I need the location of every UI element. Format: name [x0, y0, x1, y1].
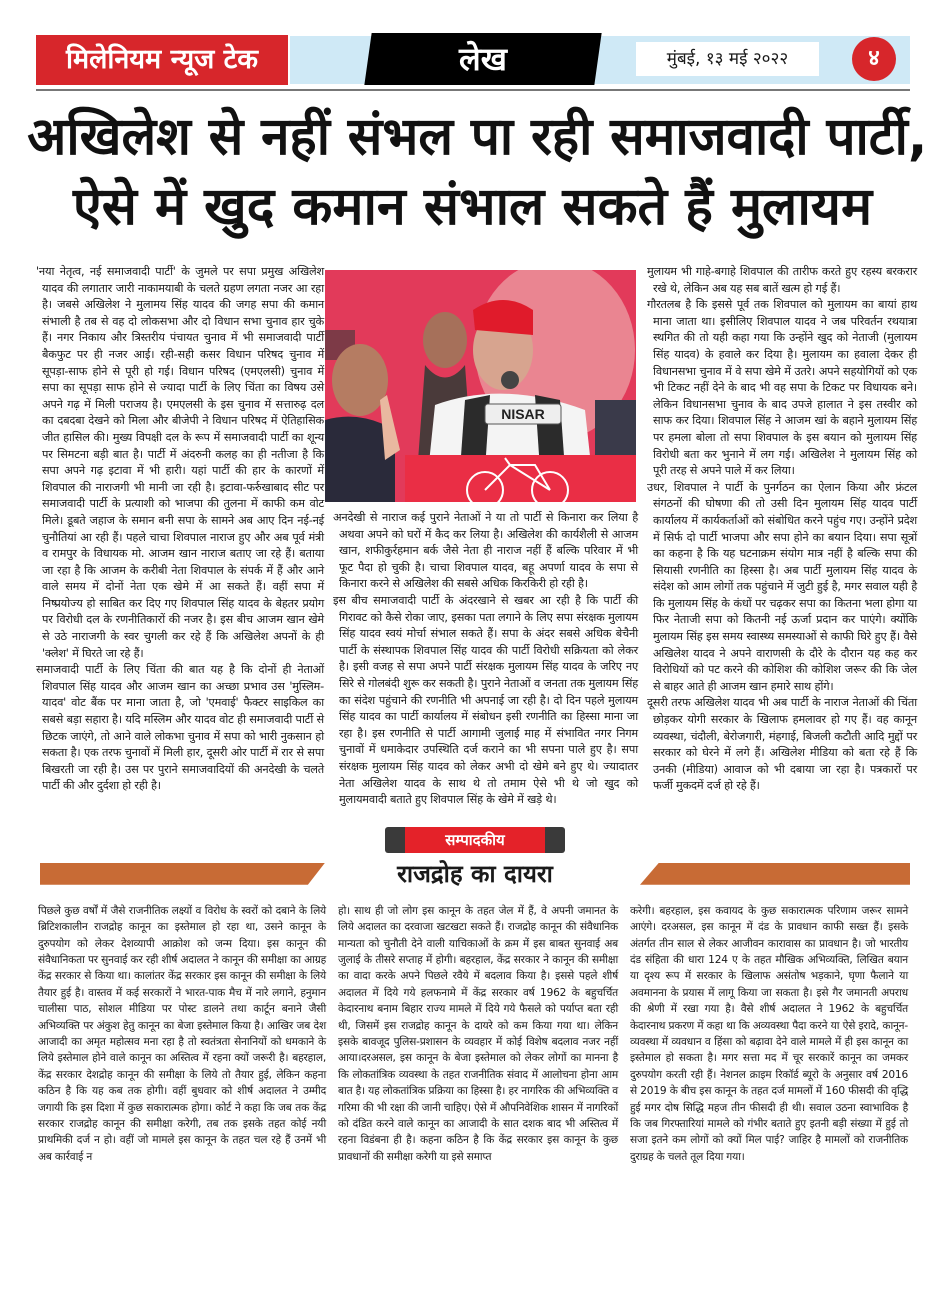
paragraph: इस बीच समाजवादी पार्टी के अंदरखाने से खबर आ रही है कि पार्टी की गिरावट को कैसे रोका जाए, इसका पता लगाने के लिए सपा संरक्षक मुलायम सिंह यादव स्वयं मोर्चा संभाल सकते हैं। सपा के अंदर सबसे अधिक बेचैनी पार्टी के संस्थापक शिवपाल सिंह यादव की पार्टी विरोधी सक्रियता को लेकर है। इसी वजह से सपा अपने पार्टी संरक्षक मुलायम सिंह यादव के जरिए नए सिरे से गोलबंदी शुरू कर सकती है। पुराने नेताओं व जनता तक मुलायम सिंह का संदेश पहुंचाने की रणनीति भी अपनाई जा रही है। दो दिन पहले मुलायम सिंह यादव का पार्टी कार्यालय में संबोधन इसी रणनीति का हिस्सा माना जा रहा है। इस रणनीति से पार्टी आगामी जुलाई माह में संभावित नगर निगम चुनावों में धमाकेदार उपस्थिति दर्ज कराने का भी सपना पाले हुए है। सपा संरक्षक मुलायम सिंह यादव को लेकर अभी दो खेमे बने हुए थे। ज्यादातर नेता अखिलेश यादव के साथ थे तो तमाम ऐसे भी थे जो खुद को मुलायमवादी बताते हुए शिवपाल सिंह के खेमे में खड़े थे। [333, 593, 638, 807]
editorial-column-1 [38, 903, 326, 1166]
paragraph: अनदेखी से नाराज कई पुराने नेताओं ने या तो पार्टी से किनारा कर लिया है अथवा अपने को घरों में कैद कर लिया है। अखिलेश की कार्यशैली से आजम खान, शफीकुर्रहमान बर्क जैसे नेता ही नाराज नहीं हैं बल्कि परिवार में भी फूट पैदा हो चुकी है। चाचा शिवपाल यादव, बहू अपर्णा यादव के सपा से किनारा करने से अखिलेश की सबसे अधिक किरकिरी हो रही है। [333, 511, 638, 591]
paragraph: 'नया नेतृत्व, नई समाजवादी पार्टी' के जुमले पर सपा प्रमुख अखिलेश यादव की लगातार जारी नाकामयाबी के चलते ग्रहण लगता नजर आ रहा है। जबसे अखिलेश ने मुलामय सिंह यादव की जगह सपा की कमान संभाली है तब से वह दो लोकसभा और दो विधान सभा चुनाव हार चुके हैं। नगर निकाय और त्रिस्तरीय पंचायत चुनाव में भी समाजवादी पार्टी बैकफुट पर ही नजर आई। रही-सही कसर विधान परिषद चुनाव में सूपड़ा-साफ होने से पूरी हो गई। विधान परिषद (एमएलसी) चुनाव में सपा का सूपड़ा साफ होने से ज्यादा पार्टी के लिए चिंता का विषय उसे अपने गढ़ में मिली पराजय है। एमएलसी के इस चुनाव में सत्तारुढ़ दल का दबदबा देखने को मिला और बीजेपी ने विधान परिषद में ऐतिहासिक जीत हासिल की। मुख्य विपक्षी दल के रूप में समाजवादी पार्टी का शून्य पर सिमटना बड़ी बात है। पार्टी में अंदरुनी कलह का ही नतीजा है कि सपा अपने गढ़ इटावा में भी हारी। यहां पार्टी की हार के कारणों में शिवपाल की नाराजगी भी मानी जा रही है। इटावा-फर्रुखाबाद सीट पर समाजवादी पार्टी के प्रत्याशी को भाजपा की तुलना में काफी कम वोट मिले। डूबते जहाज के समान बनी सपा के सामने अब आए दिन नई-नई चुनौतियां आ रही हैं। पहले चाचा शिवपाल नाराज हुए और अब पूर्व मंत्री व रामपुर के विधायक मो. आजम खान नाराज बताए जा रहे हैं। बताया जा रहा है कि आजम के करीबी नेता शिवपाल के संपर्क में हैं और आने वाले समय में दोनों नेता एक खेमे में आ सकते हैं। वहीं सपा में निष्प्रयोज्य हो साबित कर दिए गए शिवपाल सिंह यादव के बेहतर प्रयोग पर विरोधी दल के रणनीतिकारों की नजर है। इस बीच आजम खान खेमे से उठे नाराजगी के स्वर चुगली कर रहे हैं कि अखिलेश अपनों के ही 'क्लेश' में घिरते जा रहे हैं। [36, 265, 324, 660]
paragraph: हो। साथ ही जो लोग इस कानून के तहत जेल में हैं, वे अपनी जमानत के लिये अदालत का दरवाजा खटखटा सकते हैं। राजद्रोह कानून की संवैधानिक मान्यता को चुनौती देने वाली याचिकाओं के क्रम में इस बाबत सुनवाई अब जुलाई के तीसरे सप्ताह में होगी। बहरहाल, केंद्र सरकार ने कानून की समीक्षा का वादा करके अपने पिछले रवैये में बदलाव किया है। इससे पहले शीर्ष अदालत में दिये गये हलफनामे में केंद्र सरकार वर्ष 1962 के बहुचर्चित केदारनाथ बनाम बिहार राज्य मामले में दिये गये फैसले को पर्याप्त बता रही थी, जिसमें इस राजद्रोह कानून के दायरे को कम किया गया था। लेकिन इसके बावजूद पुलिस-प्रशासन के व्यवहार में कोई विशेष बदलाव नजर नहीं आया।दरअसल, इस कानून के बेजा इस्तेमाल को लेकर लोगों का मानना है कि लोकतांत्रिक व्यवस्था के तहत राजनीतिक संवाद में आलोचना होना आम बात है। यह लोकतांत्रिक प्रक्रिया का हिस्सा है। हर नागरिक की अभिव्यक्ति व गरिमा की भी रक्षा की जानी चाहिए। ऐसे में औपनिवेशिक शासन में नागरिकों को दंडित करने वाले कानून का आजादी के सात दशक बाद भी अस्तित्व में रहना विडंबना ही है। कहना कठिन है कि केंद्र सरकार इस कानून के कुछ प्रावधानों की समीक्षा करेगी या इसे समाप्त [338, 904, 618, 1163]
editorial-header [0, 827, 945, 897]
article-photo [325, 270, 636, 502]
paragraph: करेगी। बहरहाल, इस कवायद के कुछ सकारात्मक परिणाम जरूर सामने आएंगे। दरअसल, इस कानून में दंड के प्रावधान काफी सख्त हैं। इसके अंतर्गत तीन साल से लेकर आजीवन कारावास का प्रावधान है। जो भारतीय दंड संहिता की धारा 124 ए के तहत मौखिक अभिव्यक्ति, लिखित बयान या दृश्य रूप में सरकार के खिलाफ असंतोष भड़काने, घृणा फैलाने या अवमानना के प्रयास में लागू किया जा सकता है। इसे गैर जमानती अपराध की श्रेणी में रखा गया है। वैसे शीर्ष अदालत ने 1962 के बहुचर्चित केदारनाथ प्रकरण में कहा था कि अव्यवस्था पैदा करने या ऐसे इरादे, कानून-व्यवस्था में व्यवधान व हिंसा को बढ़ावा देने वाले मामले में ही इस कानून का इस्तेमाल हो सकता है। मगर सत्ता मद में चूर सरकारें कानून का जमकर दुरुपयोग करती रही हैं। नेशनल क्राइम रिकॉर्ड ब्यूरो के अनुसार वर्ष 2016 से 2019 के बीच इस कानून के तहत दर्ज मामलों में 160 फीसदी की वृद्धि हुई मगर दोष सिद्धि महज तीन फीसदी ही थी। सवाल उठना स्वाभाविक है कि जब गिरफ्तारियां मामले को गंभीर बताते हुए इतनी बड़ी संख्या में हुई तो सजा इतने कम लोगों को क्यों मिल पाई? जाहिर है मामलों को राजनीतिक दुराग्रह के चलते तूल दिया गया। [630, 904, 908, 1163]
paragraph: समाजवादी पार्टी के लिए चिंता की बात यह है कि दोनों ही नेताओं शिवपाल सिंह यादव और आजम खान का अच्छा प्रभाव उस 'मुस्लिम-यादव' वोट बैंक पर माना जाता है, जो 'एमवाई' फैक्टर साइकिल का सबसे बड़ा सहारा है। यदि मस्लिम और यादव वोट ही समाजवादी पार्टी से छिटक जाएंगे, तो आने वाले लोकभा चुनाव में सपा को भारी नुकसान हो सकता है। एक तरफ चुनावों में मिली हार, दूसरी ओर पार्टी में रार से सपा बिखरती जा रही है। उस पर पुराने समाजवादियों की अनदेखी के चलते पार्टी की और दुर्दशा हो रही है। [36, 663, 324, 793]
header-divider [36, 89, 910, 91]
article [36, 264, 926, 809]
decorative-bar-right [640, 863, 910, 885]
dateline: मुंबई, १३ मई २०२२ [636, 42, 819, 76]
editorial-columns [38, 903, 918, 1166]
paragraph: पिछले कुछ वर्षों में जैसे राजनीतिक लक्ष्यों व विरोध के स्वरों को दबाने के लिये ब्रिटिशकालीन राजद्रोह कानून का इस्तेमाल हो रहा था, उसने कानून के दुरुपयोग को लेकर देशव्यापी आक्रोश को जन्म दिया। इस कानून की संवैधानिकता पर सुनवाई कर रही शीर्ष अदालत ने कानून की समीक्षा का आग्रह केंद्र सरकार से किया था। कालांतर केंद्र सरकार इस कानून की समीक्षा के लिये तैयार हुई है। वास्तव में कई सरकारों ने भारत-पाक मैच में नारे लगाने, हनुमान चालीसा पाठ, सोशल मीडिया पर पोस्ट डालने तथा कार्टून बनाने जैसी अभिव्यक्ति पर अंकुश हेतु कानून का बेजा इस्तेमाल किया है। आखिर जब देश आजादी का अमृत महोत्सव मना रहा है तो स्वतंत्रता सेनानियों को धमकाने के लिये इस्तेमाल होने वाले कानून का अस्तित्व में रहना क्यों जरूरी है। बहरहाल, केंद्र सरकार देशद्रोह कानून की समीक्षा के लिये तो तैयार हुई, लेकिन कहना कठिन है कि यह कब तक होगी। वहीं बुधवार को शीर्ष अदालत ने उम्मीद जगायी कि इस दिशा में कुछ सकारात्मक होगा। कोर्ट ने कहा कि जब तक केंद्र सरकार राजद्रोह कानून की समीक्षा करेगी, तब तक इसके तहत कोई नयी प्राथमिकी दर्ज न हो। वहीं जो मामले इस कानून के तहत चल रहे हैं उनमें भी अब कार्रवाई न [38, 904, 326, 1163]
page-header [0, 0, 945, 94]
editorial-column-3 [630, 903, 908, 1166]
paragraph: गौरतलब है कि इससे पूर्व तक शिवपाल को मुलायम का बायां हाथ माना जाता था। इसीलिए शिवपाल यादव ने जब परिवर्तन रथयात्रा स्थगित की तो यही कहा गया कि उन्होंने खुद को नेताजी (मुलायम सिंह यादव) के हवाले कर दिया है। मुलायम का हवाला देकर ही विधानसभा चुनाव में वे सपा खेमे में उतरे। अपने सहयोगियों को एक भी टिकट नहीं देने के बाद भी वह सपा के टिकट पर विधायक बने। लेकिन विधानसभा चुनाव के बाद उपजे हालात ने इस तस्वीर को साफ कर दिया। शिवपाल सिंह ने आजम खां के बहाने मुलायम सिंह पर हमला बोला तो सपा शिवपाल के इस बयान को मुलायम सिंह विरोधी बता कर भुनाने में लग गई। अखिलेश ने मुलायम सिंह को पूरी तरह से अपने पाले में कर लिया। [647, 298, 917, 478]
editorial-banner [385, 827, 565, 853]
paragraph: मुलायम भी गाहे-बगाहे शिवपाल की तारीफ करते हुए रहस्य बरकरार रखे थे, लेकिन अब यह सब बातें खत्म हो गई हैं। [647, 265, 917, 295]
article-column-3 [647, 264, 917, 795]
section-label [364, 33, 601, 85]
editorial-label: सम्पादकीय [405, 827, 545, 853]
section-label-text: लेख [459, 40, 507, 78]
article-column-1 [36, 264, 324, 795]
headline [20, 102, 928, 242]
page-number: ४ [852, 37, 896, 81]
mic-label: NISAR [501, 406, 545, 422]
editorial-column-2 [338, 903, 618, 1166]
article-column-2 [333, 510, 638, 809]
article-middle [333, 264, 638, 809]
paragraph: उधर, शिवपाल ने पार्टी के पुनर्गठन का ऐलान किया और फ्रंटल संगठनों की घोषणा की तो उसी दिन मुलायम सिंह यादव पार्टी कार्यालय में कार्यकर्ताओं को संबोधित करने पहुंच गए। उन्होंने प्रदेश में सिर्फ दो पार्टी भाजपा और सपा होने का बयान दिया। सपा सूत्रों का कहना है कि यह घटनाक्रम संयोग मात्र नहीं है बल्कि सपा की सियासी रणनीति का हिस्सा है। अब पार्टी मुलायम सिंह यादव के संदेश को आम लोगों तक पहुंचाने में जुटी हुई है, मगर सवाल यही है कि मुलायम सिंह के कंधों पर चढ़कर सपा का कितना भला होगा या फिर नेताजी सपा को कितनी नई ऊर्जा प्रदान कर पाएंगे। क्योंकि मुलायम सिंह इस समय स्वास्थ्य समस्याओं से काफी घिरे हुए हैं। वैसे अखिलेश यादव ने अपने वाराणसी के दौरे के दौरान यह कह कर विरोधियों को पट करने की कोशिश की कोशिश जरूर की कि जेल से बाहर आते ही आजम खान हमारे साथ होंगे। [647, 480, 917, 693]
headline-line-2: ऐसे में खुद कमान संभाल सकते हैं मुलायम [72, 177, 873, 237]
masthead: मिलेनियम न्यूज टेक [36, 35, 288, 85]
paragraph: दूसरी तरफ अखिलेश यादव भी अब पार्टी के नाराज नेताओं की चिंता छोड़कर योगी सरकार के खिलाफ हमलावर हो गए हैं। वह कानून व्यवस्था, चंदौली, बेरोजगारी, मंहगाई, बिजली कटौती आदि मुद्दों पर सरकार को घेरने में लगे हैं। अखिलेश मीडिया को बता रहे हैं कि उनकी (मीडिया) आवाज को भी दबाया जा रहा है। पत्रकारों पर फर्जी मुकदमें दर्ज हो रहे हैं। [647, 696, 917, 793]
decorative-bar-left [40, 863, 325, 885]
editorial-title: राजद्रोह का दायरा [397, 859, 553, 888]
headline-line-1: अखिलेश से नहीं संभल पा रही समाजवादी पार्टी, [27, 107, 928, 167]
